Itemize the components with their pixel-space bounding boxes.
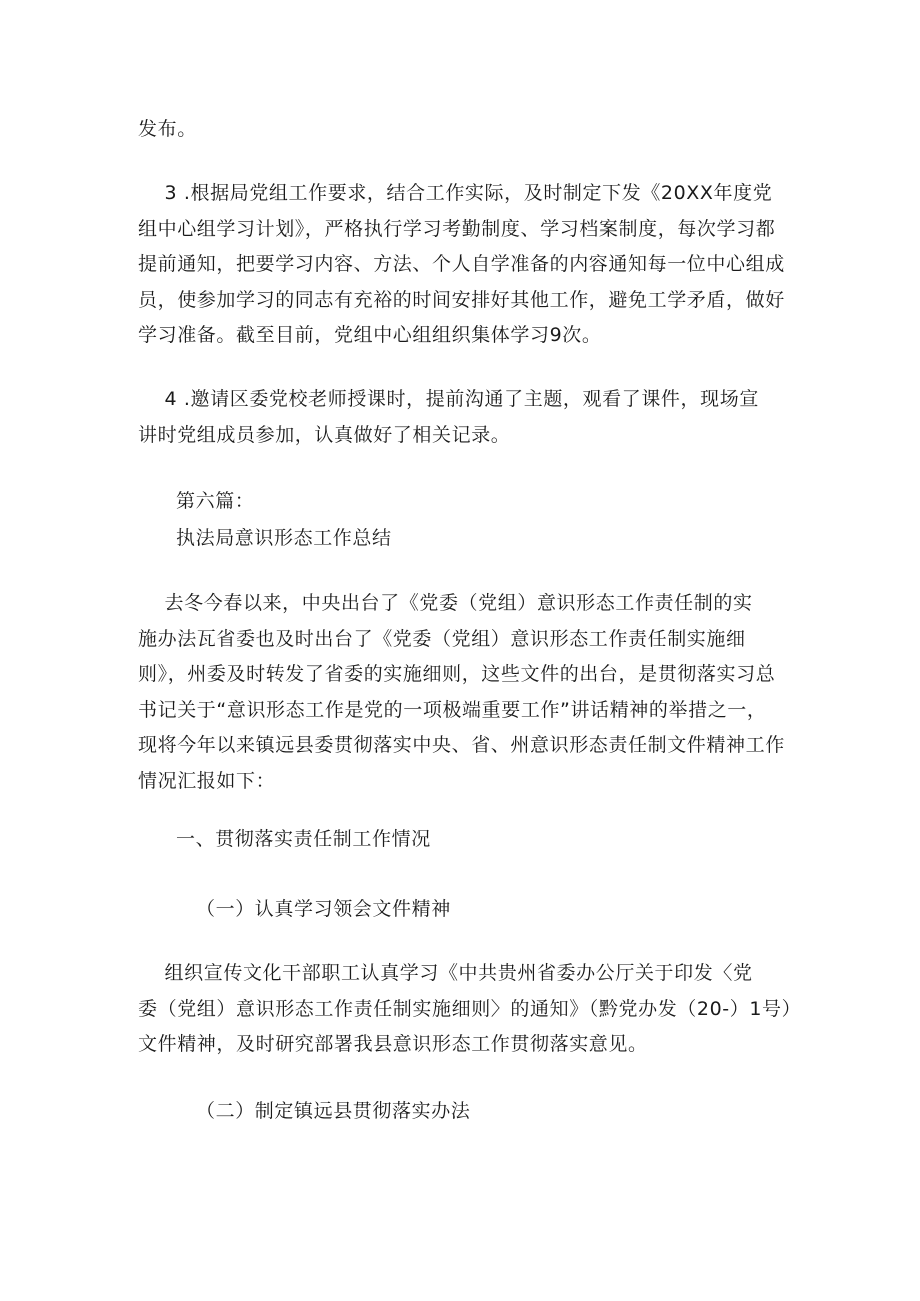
paragraph-continuation (138, 112, 197, 148)
text-line: 则》，州委及时转发了省委的实施细则，这些文件的出台，是贯彻落实习总 (138, 663, 776, 685)
chapter-heading (176, 483, 392, 557)
text-line: 现将今年以来镇远县委贯彻落实中央、省、州意识形态责任制文件精神工作 (138, 734, 785, 756)
subsection-heading-1 (196, 892, 451, 928)
heading-text: 一、贯彻落实责任制工作情况 (176, 828, 431, 850)
paragraph-item-4 (138, 382, 759, 453)
text-line: 3 .根据局党组工作要求，结合工作实际，及时制定下发《20XX年度党 (138, 182, 773, 204)
subsection-heading-2 (196, 1094, 470, 1130)
text-line: 施办法瓦省委也及时出台了《党委（党组）意识形态工作责任制实施细 (138, 627, 746, 650)
text-line: 提前通知，把要学习内容、方法、个人自学准备的内容通知每一位中心组成 (138, 253, 785, 275)
text-line: 员，使参加学习的同志有充裕的时间安排好其他工作，避免工学矛盾，做好 (138, 288, 785, 311)
paragraph-study (138, 956, 801, 1063)
text-line: 书记关于“意识形态工作是党的一项极端重要工作”讲话精神的举措之一， (138, 698, 767, 721)
text-line: 组中心组学习计划》，严格执行学习考勤制度、学习档案制度，每次学习都 (138, 217, 776, 240)
paragraph-item-3 (138, 176, 785, 354)
text-line: 委（党组）意识形态工作责任制实施细则〉的通知》（黔党办发（20-）1号） (138, 997, 802, 1020)
chapter-number: 第六篇： (176, 490, 255, 512)
text-line: 文件精神，及时研究部署我县意识形态工作贯彻落实意见。 (138, 1033, 648, 1055)
heading-text: （一）认真学习领会文件精神 (196, 898, 451, 920)
text-line: 情况汇报如下： (138, 769, 276, 792)
section-heading-1 (176, 822, 431, 858)
text-line: 发布。 (138, 118, 197, 140)
text-line: 4 .邀请区委党校老师授课时，提前沟通了主题，观看了课件，现场宣 (138, 388, 759, 410)
text-line: 讲时党组成员参加，认真做好了相关记录。 (138, 423, 511, 446)
text-line: 组织宣传文化干部职工认真学习《中共贵州省委办公厅关于印发〈党 (138, 962, 753, 984)
chapter-title: 执法局意识形态工作总结 (176, 527, 392, 549)
heading-text: （二）制定镇远县贯彻落实办法 (196, 1100, 471, 1122)
text-line: 学习准备。截至目前，党组中心组组织集体学习9次。 (138, 324, 602, 346)
paragraph-intro (138, 586, 785, 799)
text-line: 去冬今春以来，中央出台了《党委（党组）意识形态工作责任制的实 (138, 592, 753, 614)
